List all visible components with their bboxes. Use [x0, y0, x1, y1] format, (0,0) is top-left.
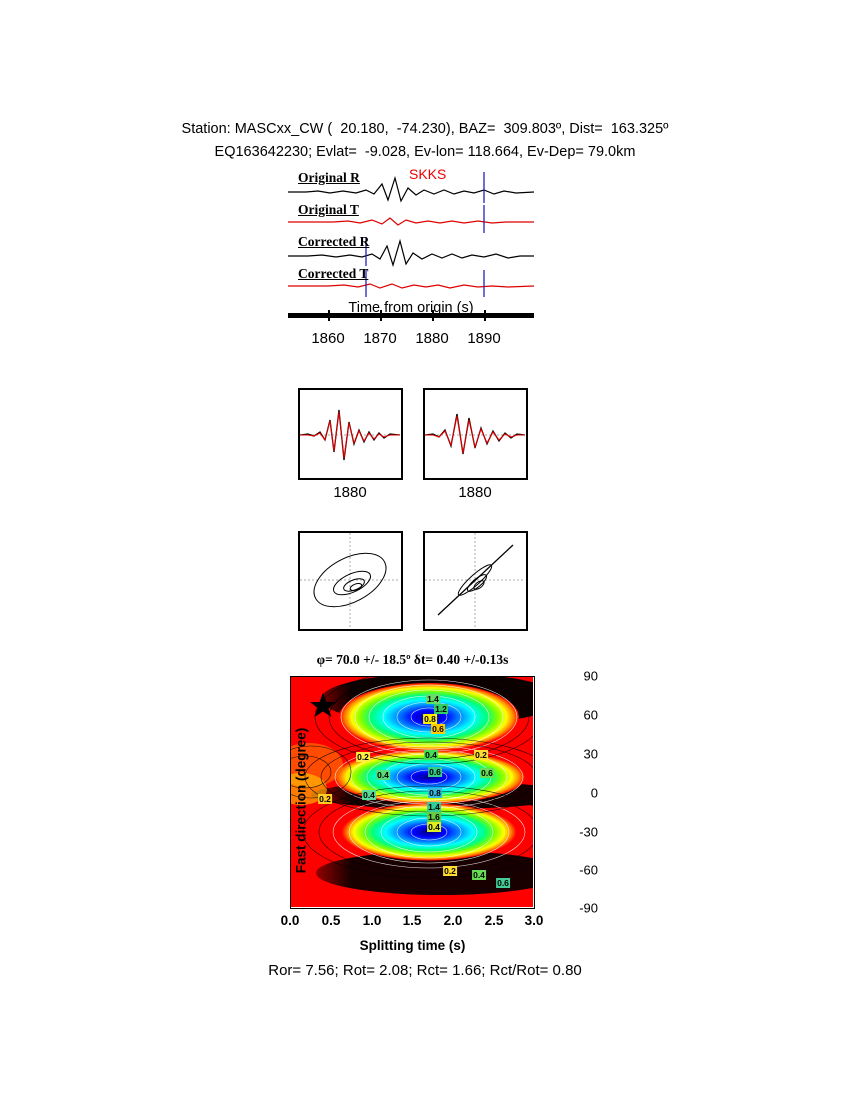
corrected-waveform-boxes — [298, 388, 528, 518]
contour-label: 0.8 — [429, 788, 441, 798]
waveform-box-right-xlabel: 1880 — [458, 484, 492, 501]
ytick-m60: -60 — [579, 862, 598, 878]
contour-label: 0.6 — [497, 878, 509, 888]
waveform-box-left — [298, 388, 403, 480]
contour-label: 0.2 — [475, 750, 487, 760]
contour-label: 1.2 — [435, 704, 447, 714]
contour-label: 1.4 — [427, 694, 439, 704]
contour-xaxis-title: Splitting time (s) — [359, 938, 466, 953]
contour-label: 0.4 — [473, 870, 485, 880]
contour-title: φ= 70.0 +/- 18.5º δt= 0.40 +/-0.13s — [316, 652, 509, 667]
ytick-m90: -90 — [579, 900, 598, 916]
time-axis-title: Time from origin (s) — [348, 300, 474, 316]
event-info-line: EQ163642230; Evlat= -9.028, Ev-lon= 118.664, Ev-Dep= 79.0km — [214, 144, 636, 160]
xtick-3.0: 3.0 — [524, 913, 544, 928]
energy-contour-panel — [290, 676, 535, 909]
ytick-90: 90 — [583, 668, 598, 684]
waveform-box-left-xlabel: 1880 — [333, 484, 367, 501]
contour-label: 0.4 — [377, 770, 389, 780]
contour-label: 0.4 — [428, 822, 440, 832]
contour-label: 0.2 — [444, 866, 456, 876]
contour-label: 0.8 — [424, 714, 436, 724]
time-tick-1890: 1890 — [467, 330, 501, 347]
waveform-box-right — [423, 388, 528, 480]
contour-map — [291, 677, 533, 907]
ytick-30: 30 — [583, 746, 598, 762]
trace-corrected-t — [288, 266, 534, 296]
particle-motion-after — [423, 531, 528, 631]
trace-corrected-t-label: Corrected T — [298, 266, 369, 281]
contour-label: 1.4 — [428, 802, 440, 812]
particle-motion-after-path — [425, 533, 525, 628]
contour-label: 0.2 — [319, 794, 331, 804]
xtick-2.5: 2.5 — [484, 913, 504, 928]
trace-original-r-label: Original R — [298, 170, 360, 185]
quality-stats-line: Ror= 7.56; Rot= 2.08; Rct= 1.66; Rct/Rot= 0.80 — [268, 962, 582, 979]
trace-original-t-label: Original T — [298, 202, 359, 217]
skks-phase-label: SKKS — [409, 166, 447, 182]
particle-motion-before — [298, 531, 403, 631]
time-tick-1880: 1880 — [415, 330, 449, 347]
contour-plot-area — [290, 676, 535, 909]
contour-label: 0.2 — [357, 752, 369, 762]
contour-label: 0.4 — [363, 790, 375, 800]
contour-label: 0.6 — [481, 768, 493, 778]
contour-label: 1.6 — [428, 812, 440, 822]
time-axis-ticks — [268, 330, 554, 352]
xtick-1.5: 1.5 — [402, 913, 422, 928]
trace-corrected-r — [288, 234, 534, 264]
waveform-box-left-traces — [300, 390, 400, 477]
particle-motion-boxes — [298, 531, 528, 635]
contour-label: 0.6 — [429, 767, 441, 777]
trace-original-t — [288, 202, 534, 232]
particle-motion-before-path — [300, 533, 400, 628]
xtick-2.0: 2.0 — [443, 913, 463, 928]
xtick-1.0: 1.0 — [362, 913, 382, 928]
contour-label: 0.4 — [425, 750, 437, 760]
plot-header — [0, 118, 850, 164]
contour-yaxis-title: Fast direction (degree) — [293, 727, 309, 874]
xtick-0.5: 0.5 — [321, 913, 341, 928]
ytick-0: 0 — [590, 785, 598, 801]
time-axis — [288, 300, 534, 360]
xtick-0.0: 0.0 — [280, 913, 300, 928]
contour-label: 0.6 — [432, 724, 444, 734]
trace-original-r — [288, 166, 534, 200]
time-tick-1860: 1860 — [311, 330, 345, 347]
station-info-line: Station: MASCxx_CW ( 20.180, -74.230), BAZ= 309.803º, Dist= 163.325º — [181, 121, 669, 137]
trace-corrected-r-label: Corrected R — [298, 234, 370, 249]
waveform-box-right-traces — [425, 390, 525, 477]
ytick-60: 60 — [583, 707, 598, 723]
ytick-m30: -30 — [579, 824, 598, 840]
time-tick-1870: 1870 — [363, 330, 397, 347]
